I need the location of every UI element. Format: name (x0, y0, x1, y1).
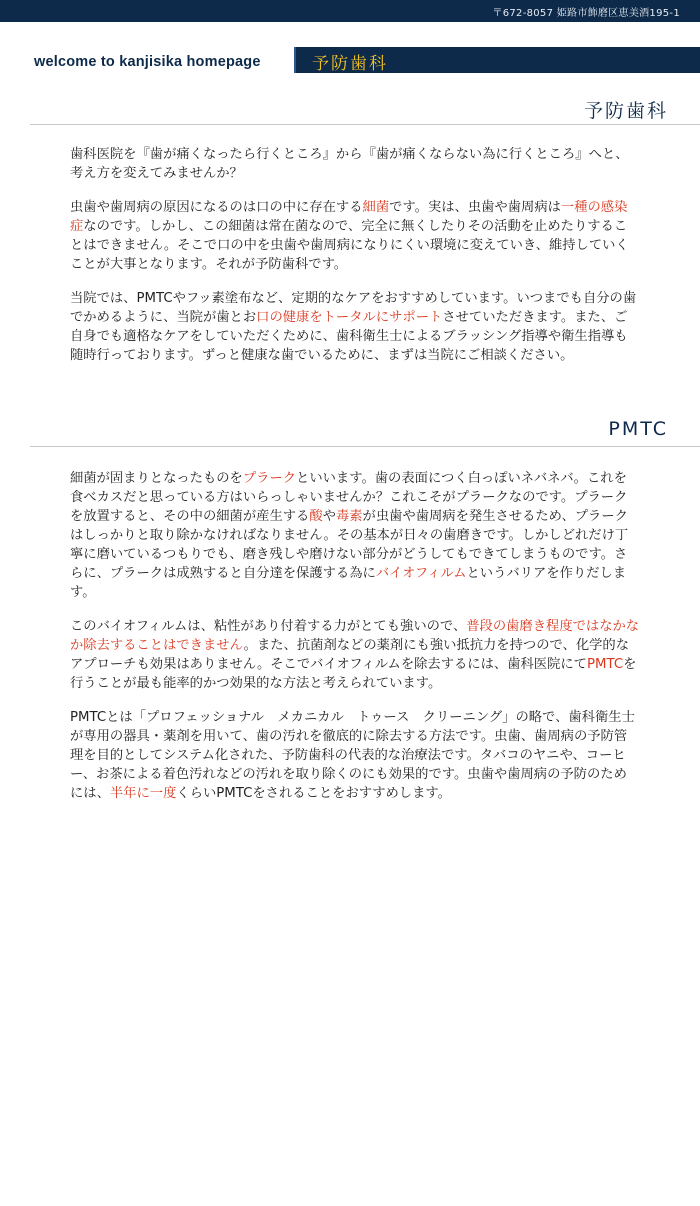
paragraph (70, 198, 640, 274)
body-text: が虫歯や歯周病を発生させるため、プラークはしっかりと取り除かなければなりません。その基本が日々の歯磨きです。しかしどれだけ丁寧に磨いているつもりでも、磨き残しや磨けない部分がどうしてもできてしまうものです。さらに、プラークは成熟すると自分達を保護する為に (70, 509, 629, 581)
body-text: PMTCとは「プロフェッショナル メカニカル トゥース クリーニング」の略で、歯科衛生士が専用の器具・薬剤を用いて、歯の汚れを徹底的に除去する方法です。虫歯、歯周病の予防管理を目的としてシステム化された、予防歯科の代表的な治療法です。タバコのヤニや、コーヒー、お茶による着色汚れなどの汚れを取り除くのにも効果的です。虫歯や歯周病の予防のためには、 (70, 710, 635, 801)
body-text: 虫歯や歯周病の原因になるのは口の中に存在する (70, 200, 363, 215)
page-title: 予防歯科 (312, 54, 388, 74)
site-tagline: welcome to kanjisika homepage (34, 54, 261, 70)
body-text: くらいPMTCをされることをおすすめします。 (176, 786, 451, 801)
highlight-text: バイオフィルム (375, 566, 467, 581)
section-heading-text: PMTC (608, 418, 668, 440)
paragraph (70, 617, 640, 693)
highlight-text: 一種の感染症 (70, 200, 628, 234)
paragraph (70, 708, 640, 803)
paragraph (70, 289, 640, 365)
section-body-prevention (70, 145, 640, 380)
body-text: させていただきます。また、ご自身でも適格なケアをしていただくために、歯科衛生士によるブラッシング指導や衛生指導も随時行っております。ずっと健康な歯でいるために、まずは当院にご相談ください。 (70, 310, 628, 363)
body-text: や (322, 509, 336, 524)
highlight-text: 酸 (309, 509, 323, 524)
paragraph (70, 469, 640, 602)
body-text: を行うことが最も能率的かつ効果的な方法と考えられています。 (70, 657, 637, 691)
section-heading-text: 予防歯科 (583, 100, 668, 122)
body-text: というバリアを作りだします。 (70, 566, 627, 600)
highlight-text: PMTC (586, 657, 624, 672)
body-text: 当院では、PMTCやフッ素塗布など、定期的なケアをおすすめしています。いつまでも自分の歯でかめるように、当院が歯とお (70, 291, 637, 325)
paragraph (70, 145, 640, 183)
body-text: このバイオフィルムは、粘性があり付着する力がとても強いので、 (70, 619, 467, 634)
body-text: といいます。歯の表面につく白っぽいネバネバ。これを食べカスだと思っている方はいらっしゃいませんか？これこそがプラークなのです。プラークを放置すると、その中の細菌が産生する (70, 471, 628, 524)
body-text: です。実は、虫歯や歯周病は (389, 200, 561, 215)
highlight-text: 毒素 (335, 509, 363, 524)
highlight-text: 普段の歯磨き程度ではなかなか除去することはできません (70, 619, 640, 653)
body-text: 細菌が固まりとなったものを (70, 471, 243, 486)
highlight-text: プラーク (242, 471, 297, 486)
highlight-text: 細菌 (362, 200, 390, 215)
top-bar (0, 0, 700, 22)
section-heading-prevention (30, 96, 700, 125)
highlight-text: 口の健康をトータルにサポート (256, 310, 443, 325)
page-title-bar (294, 47, 700, 73)
section-heading-pmtc (30, 418, 700, 447)
body-text: 歯科医院を『歯が痛くなったら行くところ』から『歯が痛くならない為に行くところ』へと、考え方を変えてみませんか？ (70, 147, 629, 181)
section-body-pmtc (70, 469, 640, 818)
body-text: 。また、抗菌剤などの薬剤にも強い抵抗力を持つので、化学的なアプローチも効果はありません。そこでバイオフィルムを除去するには、歯科医院にて (70, 638, 630, 672)
clinic-address: 〒672-8057 姫路市飾磨区恵美酒195-1 (492, 8, 680, 19)
body-text: なのです。しかし、この細菌は常在菌なので、完全に無くしたりその活動を止めたりすることはできません。そこで口の中を虫歯や歯周病になりにくい環境に変えていき、維持していくことが大事となります。それが予防歯科です。 (70, 219, 629, 272)
highlight-text: 半年に一度 (109, 786, 177, 801)
